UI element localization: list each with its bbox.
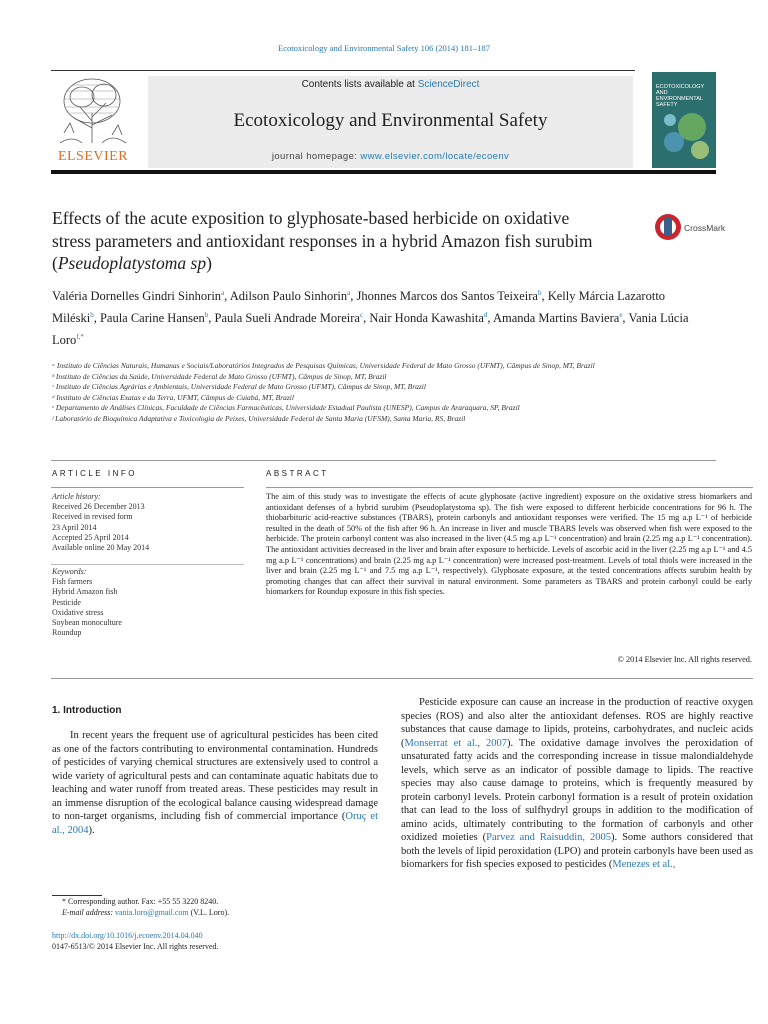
section-heading-introduction: 1. Introduction	[52, 705, 122, 716]
abstract-heading: ABSTRACT	[266, 469, 329, 478]
citation-link[interactable]: Menezes et al.,	[612, 859, 676, 870]
author-name: Paula Carine Hansen	[99, 311, 205, 326]
author-affiliation-mark[interactable]: c	[359, 311, 364, 320]
intro-col2-text: ). The oxidative damage involves the peroxidation of unsaturated fatty acids and the corresponding increase in tissue malondialdehyde levels, which serve as an indicator of possible damage to lipids. The reactive species may also cause damage to proteins, which is frequently measured by protein carbonyl levels. Protein carbonyl formation is a result of protein oxidation that can lead to the loss of sulfhydryl groups in addition to the modification of amino acids, ultimately contributing to the formation of carbonyls and other oxidized moieties (	[401, 737, 753, 843]
keyword: Pesticide	[52, 597, 81, 607]
author-name: Valéria Dornelles Gindri Sinhorin	[52, 289, 222, 304]
author-affiliation-mark[interactable]: a	[221, 289, 225, 297]
intro-col1-text: In recent years the frequent use of agricultural pesticides has been cited as one of the factors contributing to environmental contamination. Hundreds of pesticides of varying chemical structures are extensively used to control a wide variety of agricultural pests and can contaminate aquatic habitats due to leaching and water runoff from treated areas. These pesticides may result in an immense disruption of the ecological balance causing widespread damage to non-target organisms, including fish of commercial importance (	[52, 730, 378, 822]
citation-link[interactable]: Parvez and Raisuddin, 2005	[486, 832, 611, 843]
top-divider	[51, 70, 635, 71]
publisher-name: ELSEVIER	[57, 149, 129, 164]
corresponding-author-footnote	[62, 897, 382, 918]
history-line: Accepted 25 April 2014	[52, 532, 129, 542]
author-list: Valéria Dornelles Gindri Sinhorin$^a$, Adilson Paulo Sinhorin$^a$, Jhonnes Marcos dos Santos Teixeira$^b$, Kelly Márcia Lazarotto Miléski$^b$, Paula Carine Hansen$^b$, Paula Sueli Andrade Moreira$^c$, Nair Honda Kawashita$^d$, Amanda Martins Baviera$^e$, Vania Lúcia Loro$^{f,*}$	[52, 289, 689, 348]
homepage-prefix: journal homepage:	[271, 151, 361, 162]
affiliation-e: ᵉ Departamento de Análises Clínicas, Faculdade de Ciências Farmacêuticas, Universidade Estadual Paulista (UNESP), Campus de Araraquara, SP, Brazil	[52, 403, 520, 413]
abstract-bottom-divider	[51, 678, 753, 679]
intro-column-1	[52, 729, 378, 837]
author-affiliation-mark[interactable]: b	[204, 311, 209, 320]
title-italic: Pseudoplatystoma sp	[57, 253, 207, 273]
info-divider	[51, 460, 716, 461]
info-subdivider	[51, 487, 244, 488]
abstract-subdivider	[266, 487, 753, 488]
history-line: Available online 20 May 2014	[52, 543, 150, 553]
keyword: Soybean monoculture	[52, 618, 122, 628]
author-name: Vania Lúcia Loro	[52, 311, 689, 348]
author-affiliation-mark[interactable]: a	[347, 289, 351, 297]
keyword: Fish farmers	[52, 577, 93, 587]
author-affiliation-mark[interactable]: d	[483, 311, 488, 320]
intro-column-2	[401, 696, 753, 872]
citation-link[interactable]: Monserrat et al., 2007	[404, 737, 507, 749]
doi-link[interactable]: http://dx.doi.org/10.1016/j.ecoenv.2014.04.040	[52, 931, 203, 940]
footnote-email-line	[62, 908, 382, 919]
history-line: Received 26 December 2013	[52, 502, 145, 512]
author-name: Jhonnes Marcos dos Santos Teixeira	[356, 289, 538, 304]
article-info-heading: ARTICLE INFO	[52, 469, 137, 478]
author-name: Paula Sueli Andrade Moreira	[214, 311, 360, 326]
keywords-divider	[51, 564, 244, 565]
history-line: 23 April 2014	[52, 522, 97, 532]
intro-col2-text: ). Some authors considered that both the levels of lipid peroxidation (LPO) and protein carbonyls have been used as biomarkers for fish species exposed to pesticides (	[401, 832, 753, 870]
cover-art	[652, 72, 716, 168]
keywords-label: Keywords:	[52, 567, 87, 576]
homepage-link[interactable]: www.elsevier.com/locate/ecoenv	[360, 151, 510, 162]
affiliation-b: ᵇ Instituto de Ciências da Saúde, Universidade Federal de Mato Grosso (UFMT), Câmpus de Sinop, MT, Brazil	[52, 371, 387, 381]
issn-line: 0147-6513/© 2014 Elsevier Inc. All rights reserved.	[52, 941, 219, 951]
history-label: Article history:	[52, 492, 101, 501]
article-history	[52, 492, 247, 553]
keyword: Roundup	[52, 628, 82, 638]
affiliation-a: ᵃ Instituto de Ciências Naturais, Humanas e Sociais/Laboratórios Integrados de Pesquisas Químicas, Universidade Federal de Mato Grosso (UFMT), Câmpus de Sinop, MT, Brazil	[52, 361, 595, 370]
affiliation-d: ᵈ Instituto de Ciências Exatas e da Terra, UFMT, Câmpus de Cuiabá, MT, Brazil	[52, 392, 294, 402]
copyright-line: © 2014 Elsevier Inc. All rights reserved.	[617, 655, 752, 664]
keyword: Hybrid Amazon fish	[52, 587, 118, 597]
email-suffix: (V.L. Loro).	[188, 907, 230, 917]
author-affiliation-mark[interactable]: e	[619, 311, 623, 320]
affiliations	[52, 361, 652, 425]
contents-prefix: Contents lists available at	[301, 79, 418, 90]
author-name: Nair Honda Kawashita	[369, 311, 484, 326]
footnote-divider	[52, 895, 102, 896]
affiliation-c: ᶜ Instituto de Ciências Agrárias e Ambientais, Universidade Federal de Mato Grosso (UFMT), Câmpus de Sinop, MT, Brazil	[52, 382, 426, 392]
article-title	[52, 207, 612, 275]
journal-reference[interactable]: Ecotoxicology and Environmental Safety 106 (2014) 181–187	[278, 43, 490, 53]
keyword: Oxidative stress	[52, 607, 104, 617]
cover-title: ECOTOXICOLOGY AND ENVIRONMENTAL SAFETY	[656, 84, 705, 108]
author-affiliation-mark[interactable]: b	[537, 289, 542, 297]
journal-title: Ecotoxicology and Environmental Safety	[233, 110, 548, 131]
footnote-fax: * Corresponding author. Fax: +55 55 3220 8240.	[62, 897, 219, 906]
sciencedirect-link[interactable]: ScienceDirect	[417, 79, 480, 90]
title-end: )	[206, 253, 212, 273]
citation-link[interactable]: Oruç et al., 2004	[52, 811, 378, 836]
intro-col2-text: Pesticide exposure can cause an increase in the production of reactive oxygen species (ROS) and also alter the antioxidant defenses. ROS are highly reactive substances that cause damage to lipids, proteins, carbohydrates, and nucleic acids (	[401, 697, 753, 749]
keywords	[52, 567, 247, 638]
history-line: Received in revised form	[52, 512, 133, 522]
email-label: E-mail address:	[62, 907, 116, 917]
intro-col1-end: ).	[88, 824, 95, 836]
author-name: Adilson Paulo Sinhorin	[229, 289, 348, 304]
journal-homepage	[148, 151, 633, 162]
author-affiliation-mark[interactable]: f,*	[76, 333, 84, 342]
email-link[interactable]: vania.loro@gmail.com	[115, 907, 189, 917]
contents-line	[148, 79, 633, 90]
journal-cover-image	[652, 72, 716, 168]
author-name: Kelly Márcia Lazarotto Miléski	[52, 289, 666, 326]
author-name: Amanda Martins Baviera	[492, 311, 620, 326]
affiliation-f: ᶠ Laboratório de Bioquímica Adaptativa e Toxicologia de Peixes, Universidade Federal de Santa Maria (UFSM), Santa Maria, RS, Brazil	[52, 413, 466, 423]
doi-block	[52, 931, 382, 952]
crossmark-label[interactable]: CrossMark	[684, 223, 726, 233]
title-main: Effects of the acute exposition to glyphosate-based herbicide on oxidative stress parameters and antioxidant responses in a hybrid Amazon fish surubim (	[52, 208, 593, 273]
author-affiliation-mark[interactable]: b	[90, 311, 94, 320]
masthead-thick-divider	[51, 170, 716, 174]
abstract-text: The aim of this study was to investigate the effects of acute glyphosate (active ingredient) exposure on the oxidative stress biomarkers and antioxidant defenses of a hybrid surubim (Pseudoplatystoma sp). The fish were exposed to different herbicide concentrations for 96 h. The thiobarbituric acid-reactive substances (TBARS), protein carbonyls and antioxidant responses were verified. The 15 mg a.p L⁻¹ of herbicide resulted in the death of 50% of the fish after 96 h. An increase in liver and muscle TBARS levels was observed when fish were exposed to the herbicide. The protein carbonyl content was also increased in the liver (4.5 mg a.p L⁻¹ concentration) and brain (2.25 mg a.p L⁻¹ concentration). The antioxidant activities decreased in the liver and brain after exposure to herbicide. Levels of ascorbic acid in the liver (2.25 mg a.p L⁻¹ and 4.5 mg a.p L⁻¹ concentrations) and brain (2.25 mg a.p L⁻¹ concentration) were increased post-treatment. Levels of total thiols were increased in the liver and brain (2.25 mg L⁻¹ and 7.5 mg a.p L⁻¹, respectively). Glyphosate exposure, at the tested concentrations affects surubim health by promoting changes that can affect their survival in natural environment. Some parameters as TBARS and protein carbonyl could be early biomarkers for Roundup exposure in this fish species.	[266, 492, 752, 597]
